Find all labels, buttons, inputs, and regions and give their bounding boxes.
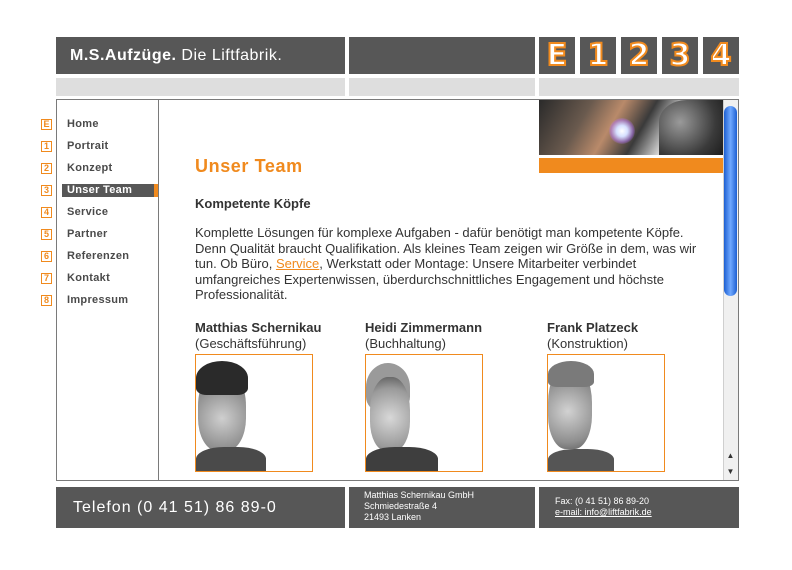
team-member-name: Heidi Zimmermann (365, 320, 483, 335)
footer-contact (539, 487, 739, 528)
welding-helmet (659, 100, 723, 155)
nav-label: Unser Team (62, 184, 158, 197)
tile-1[interactable] (580, 37, 616, 74)
accent-bar (539, 158, 723, 173)
nav-number: 2 (41, 163, 52, 174)
nav-label: Portrait (67, 140, 109, 152)
nav-label: Home (67, 118, 99, 130)
tile-home[interactable] (539, 37, 575, 74)
nav-label: Konzept (67, 162, 113, 174)
nav-number: 6 (41, 251, 52, 262)
nav-item-home[interactable] (40, 113, 164, 135)
tile-label: 3 (669, 37, 691, 73)
nav-item-partner[interactable] (40, 223, 164, 245)
nav-item-service[interactable] (40, 201, 164, 223)
portrait-shoulders (366, 447, 438, 472)
header-strip (56, 78, 345, 96)
team-member-photo (195, 354, 313, 472)
fax-number: Fax: (0 41 51) 86 89-20 (555, 496, 650, 506)
nav-label: Referenzen (67, 250, 130, 262)
nav-number: E (41, 119, 52, 130)
city-address: 21493 Lanken (364, 512, 422, 522)
nav-item-portrait[interactable] (40, 135, 164, 157)
street-address: Schmiedestraße 4 (364, 501, 438, 511)
tile-label: 4 (710, 37, 732, 73)
intro-text: , Werkstatt oder Montage: Unsere Mitarbeiter verbindet umfangreiches Expertenwissen, überdurchschnittliches Engagement und höchste Professionalität. (195, 256, 664, 302)
nav-number: 8 (41, 295, 52, 306)
portrait-hair (196, 361, 248, 395)
header-photo-welder (539, 100, 723, 155)
tile-label: 2 (628, 37, 650, 73)
nav-number: 7 (41, 273, 52, 284)
nav-item-impressum[interactable] (40, 289, 164, 311)
nav-number: 3 (41, 185, 52, 196)
team-member-card (365, 320, 535, 472)
team-member-photo (547, 354, 665, 472)
scrollbar-thumb[interactable] (724, 106, 737, 296)
portrait-shoulders (196, 447, 266, 472)
scroll-up-arrow-icon[interactable]: ▲ (726, 451, 735, 460)
team-member-card (547, 320, 717, 472)
tile-label: E (546, 37, 568, 73)
page-title: Unser Team (195, 156, 303, 176)
nav-label: Partner (67, 228, 108, 240)
nav-item-unser-team[interactable] (40, 179, 164, 201)
brand-name: M.S.Aufzüge. (70, 47, 177, 64)
intro-paragraph (195, 225, 700, 303)
tile-2[interactable] (621, 37, 657, 74)
footer-address (349, 487, 535, 528)
nav-label: Impressum (67, 294, 129, 306)
company-name: Matthias Schernikau GmbH (364, 490, 475, 500)
team-member-role: (Buchhaltung) (365, 336, 446, 351)
email-link[interactable]: e-mail: info@liftfabrik.de (555, 507, 652, 517)
welding-spark (609, 118, 635, 144)
team-member-name: Frank Platzeck (547, 320, 639, 335)
brand-tagline: Die Liftfabrik. (181, 47, 283, 64)
nav-label: Service (67, 206, 109, 218)
team-member-name: Matthias Schernikau (195, 320, 322, 335)
main-nav (40, 113, 164, 311)
nav-label: Kontakt (67, 272, 111, 284)
scroll-down-arrow-icon[interactable]: ▼ (726, 467, 735, 476)
header-spacer (349, 37, 535, 74)
tile-label: 1 (587, 37, 609, 73)
footer-phone: Telefon (0 41 51) 86 89-0 (56, 487, 345, 528)
service-link[interactable]: Service (275, 256, 320, 271)
portrait-shoulders (548, 449, 614, 472)
nav-number: 5 (41, 229, 52, 240)
team-member-role: (Geschäftsführung) (195, 336, 307, 351)
nav-number: 4 (41, 207, 52, 218)
team-member-photo (365, 354, 483, 472)
site-title (56, 37, 345, 74)
tile-4[interactable] (703, 37, 739, 74)
intro-text: Komplette Lösungen für komplexe Aufgaben - dafür benötigt man kompetente Köpfe. Denn Qualität braucht Qualifikation. Als kleines Team zeigen wir Größe in dem, was wir tun. Ob Büro, (195, 225, 697, 271)
nav-number: 1 (41, 141, 52, 152)
portrait-hair (548, 361, 594, 387)
section-subheading: Kompetente Köpfe (195, 196, 311, 211)
nav-item-referenzen[interactable] (40, 245, 164, 267)
team-member-role: (Konstruktion) (547, 336, 628, 351)
header-strip (349, 78, 535, 96)
portrait-face (370, 377, 410, 451)
tile-3[interactable] (662, 37, 698, 74)
nav-item-kontakt[interactable] (40, 267, 164, 289)
nav-item-konzept[interactable] (40, 157, 164, 179)
team-member-card (195, 320, 365, 472)
header-strip (539, 78, 739, 96)
